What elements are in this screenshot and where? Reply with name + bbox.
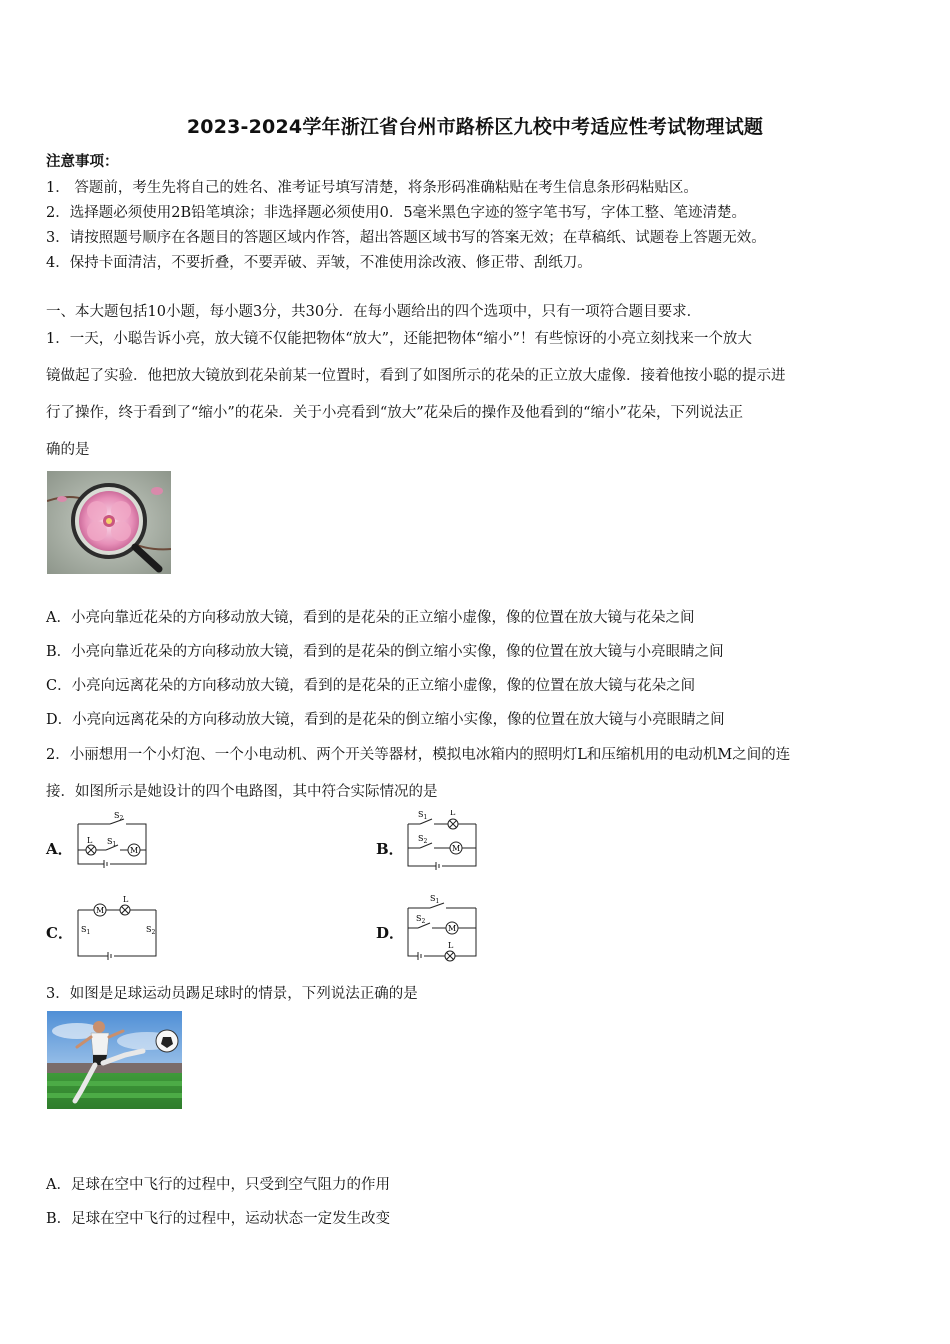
svg-text:M: M <box>96 906 105 915</box>
switch-s1-label: $S_1$ <box>107 837 117 848</box>
q3-option-b: B．足球在空中飞行的过程中，运动状态一定发生改变 <box>46 1211 391 1227</box>
q2-label-c: C． <box>46 924 73 942</box>
soccer-player-image <box>47 1011 182 1109</box>
q1-option-b: B．小亮向靠近花朵的方向移动放大镜，看到的是花朵的倒立缩小实像，像的位置在放大镜与小亮眼睛之间 <box>46 644 724 660</box>
svg-text:S1: $S_1$ <box>430 894 440 905</box>
svg-text:L: L <box>448 941 454 950</box>
svg-text:S1: $S_1$ <box>418 810 428 821</box>
svg-text:S2: $S_2$ <box>418 834 428 845</box>
svg-text:S2: $S_2$ <box>146 925 156 936</box>
circuit-diagram-a <box>74 810 150 870</box>
q1-text: 确的是 <box>46 442 90 458</box>
svg-text:S1: $S_1$ <box>81 925 91 936</box>
q1-text: 行了操作，终于看到了“缩小”的花朵．关于小亮看到“放大”花朵后的操作及他看到的“缩小”花朵，下列说法正 <box>46 405 743 421</box>
switch-s2-label: $S_2$ <box>114 811 124 822</box>
q2-label-d: D． <box>376 924 405 942</box>
q1-option-a: A．小亮向靠近花朵的方向移动放大镜，看到的是花朵的正立缩小虚像，像的位置在放大镜与花朵之间 <box>46 610 695 626</box>
circuit-diagram-c <box>74 896 160 964</box>
q1-option-d: D．小亮向远离花朵的方向移动放大镜，看到的是花朵的倒立缩小实像，像的位置在放大镜与小亮眼睛之间 <box>46 712 725 728</box>
q2-text: 2．小丽想用一个小灯泡、一个小电动机、两个开关等器材，模拟电冰箱内的照明灯L和压缩机用的电动机M之间的连 <box>46 747 791 763</box>
q2-label-a: A． <box>46 840 73 858</box>
q2-label-b: B． <box>376 840 404 858</box>
svg-text:S2: $S_2$ <box>416 914 426 925</box>
notice-item: 1． 答题前，考生先将自己的姓名、准考证号填写清楚，将条形码准确粘贴在考生信息条形码粘贴区。 <box>46 180 698 196</box>
motor-label: M <box>130 846 139 855</box>
notice-item: 4．保持卡面清洁，不要折叠，不要弄破、弄皱，不准使用涂改液、修正带、刮纸刀。 <box>46 255 592 271</box>
svg-text:L: L <box>450 810 456 817</box>
svg-text:M: M <box>448 924 457 933</box>
q1-text: 镜做起了实验．他把放大镜放到花朵前某一位置时，看到了如图所示的花朵的正立放大虚像．接着他按小聪的提示进 <box>46 368 786 384</box>
flower-magnifier-image <box>47 471 171 574</box>
svg-text:M: M <box>452 844 461 853</box>
notice-item: 3．请按照题号顺序在各题目的答题区域内作答，超出答题区域书写的答案无效；在草稿纸、试题卷上答题无效。 <box>46 230 766 246</box>
q2-text: 接．如图所示是她设计的四个电路图，其中符合实际情况的是 <box>46 784 438 800</box>
q3-text: 3．如图是足球运动员踢足球时的情景，下列说法正确的是 <box>46 986 418 1002</box>
circuit-diagram-d <box>404 894 480 964</box>
lamp-label: L <box>87 836 93 845</box>
page-title: 2023-2024学年浙江省台州市路桥区九校中考适应性考试物理试题 <box>186 116 764 138</box>
q3-option-a: A．足球在空中飞行的过程中，只受到空气阻力的作用 <box>46 1177 390 1193</box>
circuit-diagram-b <box>404 810 480 872</box>
notice-heading: 注意事项： <box>46 153 119 170</box>
q1-option-c: C．小亮向远离花朵的方向移动放大镜，看到的是花朵的正立缩小虚像，像的位置在放大镜与花朵之间 <box>46 678 696 694</box>
q1-text: 1．一天，小聪告诉小亮，放大镜不仅能把物体“放大”，还能把物体“缩小”！有些惊讶的小亮立刻找来一个放大 <box>46 331 752 347</box>
notice-item: 2．选择题必须使用2B铅笔填涂；非选择题必须使用0．5毫米黑色字迹的签字笔书写，字体工整、笔迹清楚。 <box>46 205 747 221</box>
svg-text:L: L <box>123 896 129 904</box>
section-heading: 一、本大题包括10小题，每小题3分，共30分．在每小题给出的四个选项中，只有一项符合题目要求． <box>46 304 702 320</box>
